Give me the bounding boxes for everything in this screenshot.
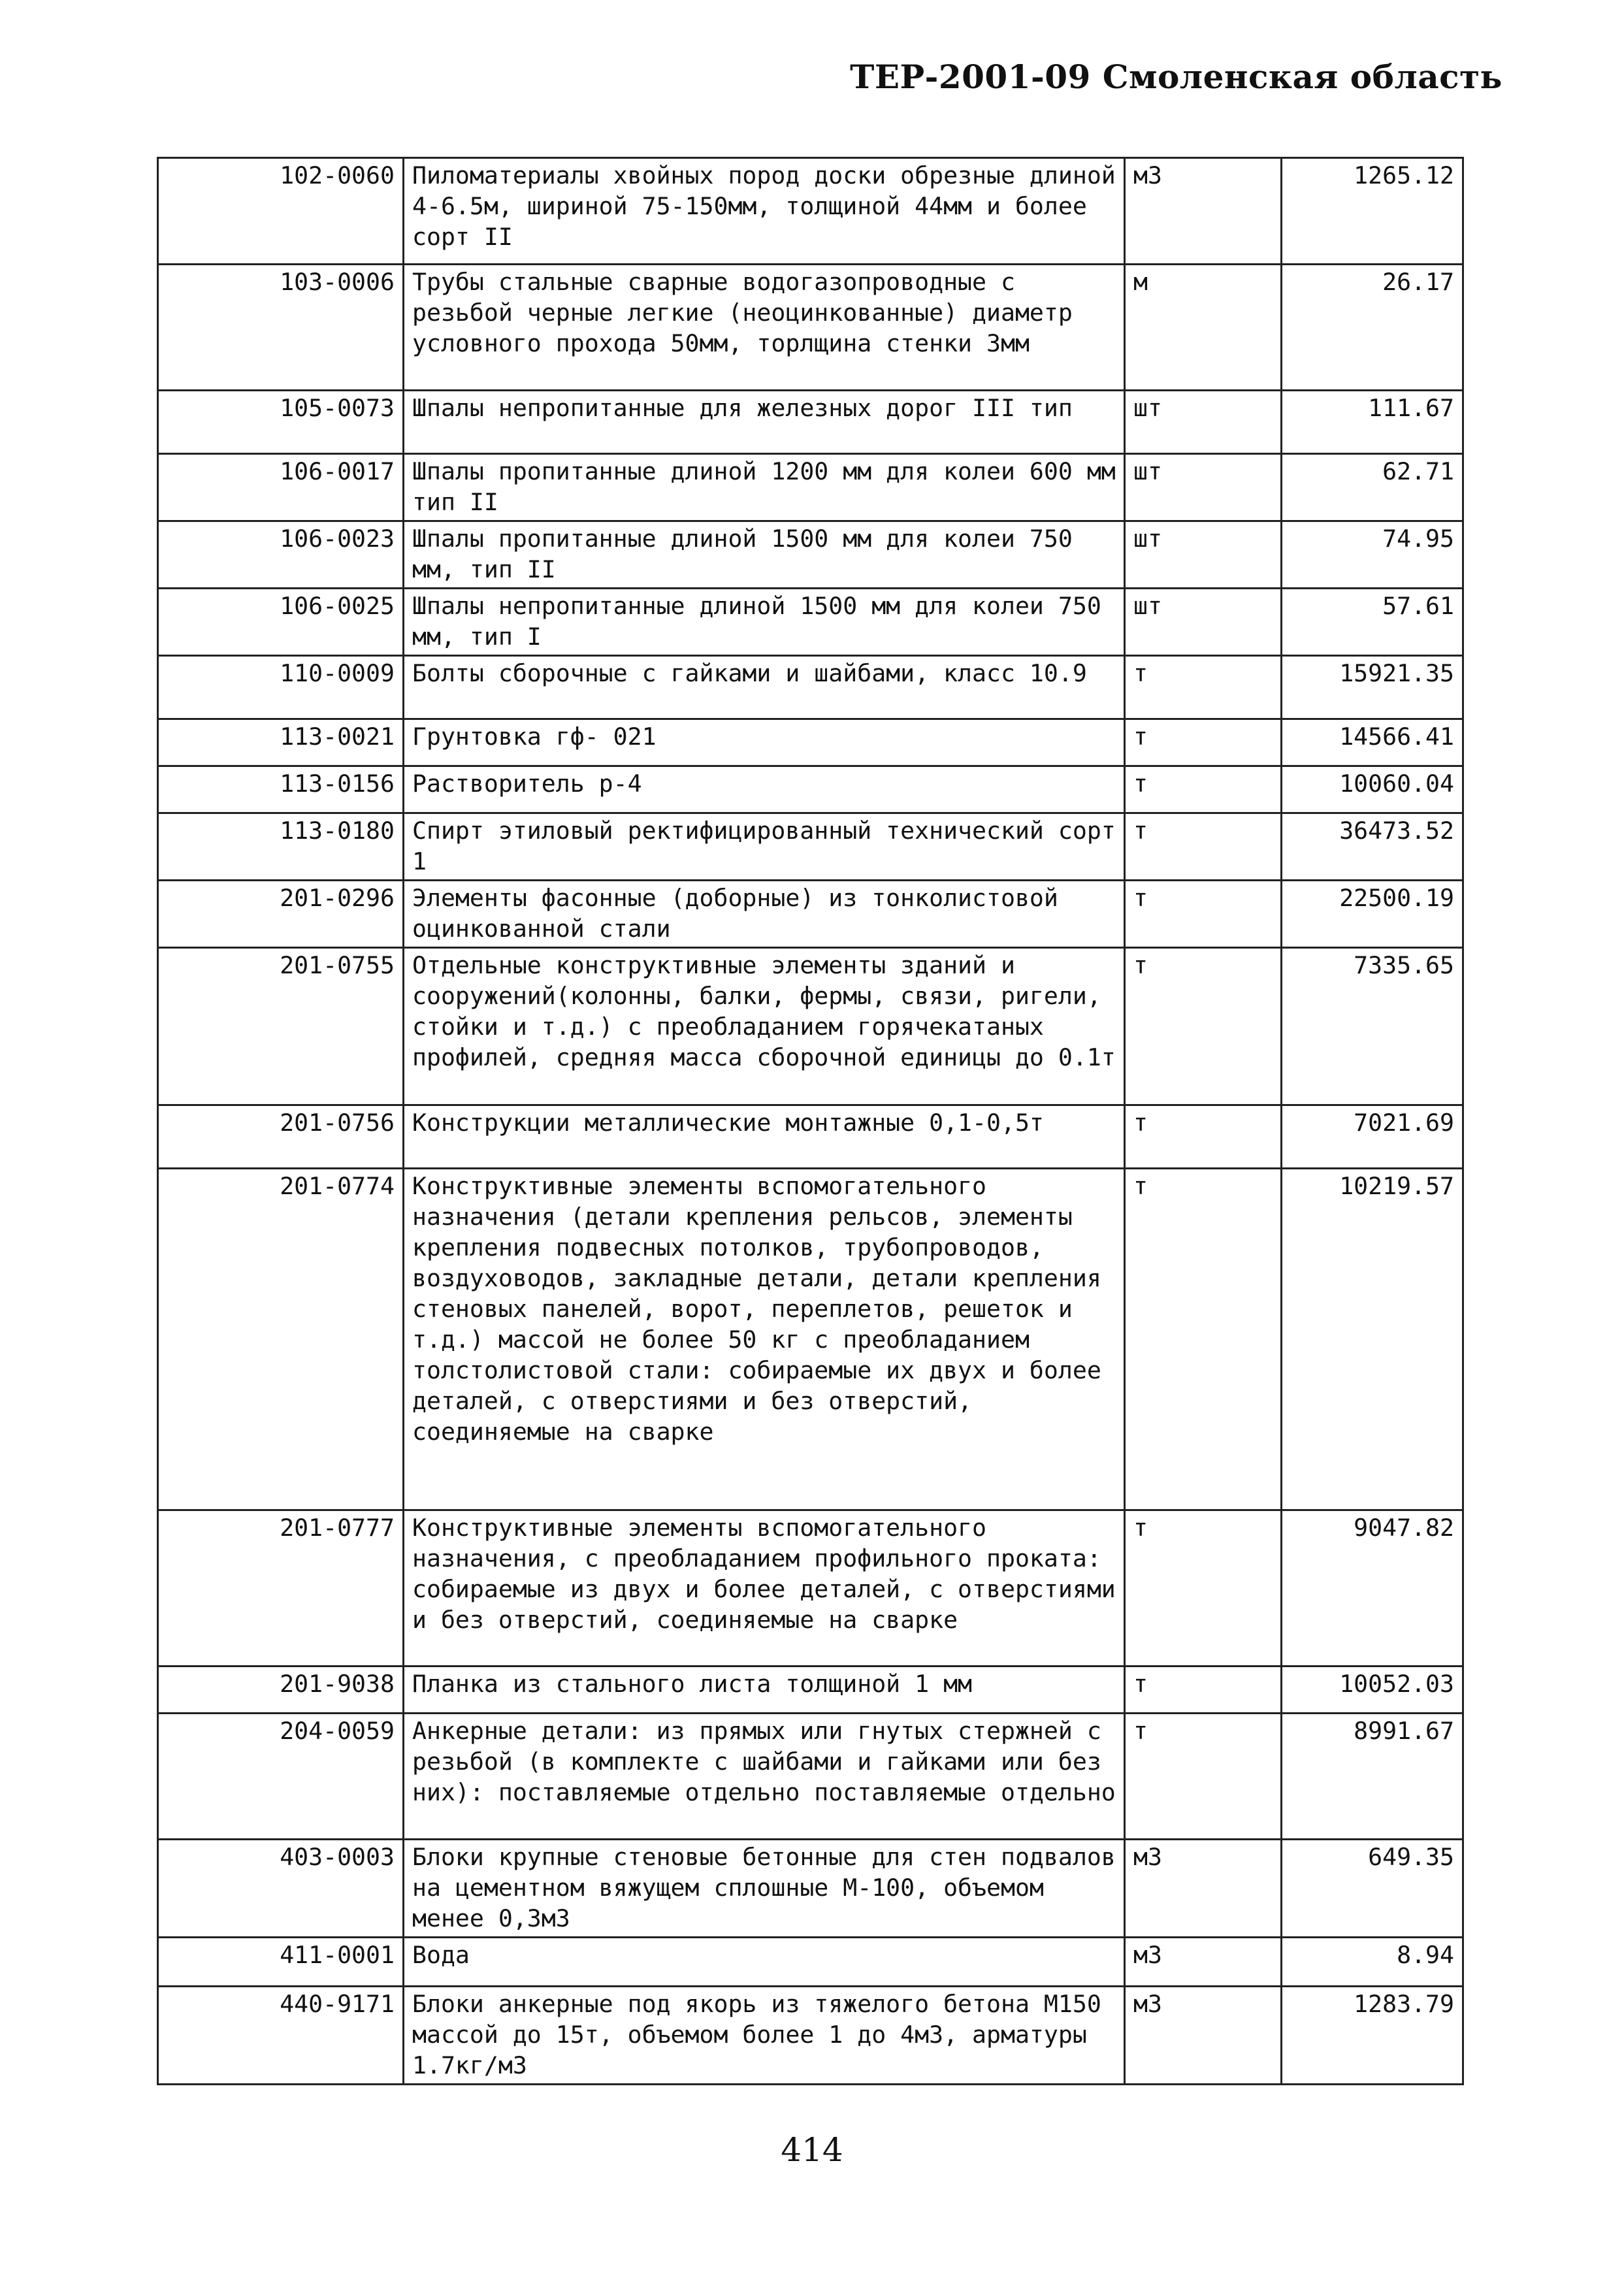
resource-code: 110-0009	[158, 656, 404, 719]
resource-description: Спирт этиловый ректифицированный технический сорт 1	[404, 813, 1125, 881]
resource-price: 15921.35	[1282, 656, 1463, 719]
resource-price: 26.17	[1282, 265, 1463, 391]
resource-unit: т	[1125, 881, 1282, 948]
price-table	[157, 157, 1464, 2085]
page-number: 414	[781, 2131, 843, 2169]
table-row	[158, 656, 1463, 719]
resource-code: 440-9171	[158, 1987, 404, 2085]
resource-description: Блоки крупные стеновые бетонные для стен подвалов на цементном вяжущем сплошные М-100, объемом менее 0,3м3	[404, 1840, 1125, 1938]
resource-description: Шпалы пропитанные длиной 1500 мм для колеи 750 мм, тип II	[404, 521, 1125, 589]
resource-code: 201-0755	[158, 948, 404, 1105]
resource-unit: т	[1125, 1714, 1282, 1840]
resource-description: Шпалы непропитанные длиной 1500 мм для колеи 750 мм, тип I	[404, 589, 1125, 656]
resource-unit: шт	[1125, 454, 1282, 521]
resource-description: Блоки анкерные под якорь из тяжелого бетона М150 массой до 15т, объемом более 1 до 4м3, арматуры 1.7кг/м3	[404, 1987, 1125, 2085]
resource-code: 201-0777	[158, 1510, 404, 1667]
resource-price: 22500.19	[1282, 881, 1463, 948]
resource-description: Отдельные конструктивные элементы зданий и сооружений(колонны, балки, фермы, связи, ригели, стойки и т.д.) с преобладанием горячекатаных профилей, средняя масса сборочной единицы до 0.1т	[404, 948, 1125, 1105]
resource-description: Болты сборочные с гайками и шайбами, класс 10.9	[404, 656, 1125, 719]
resource-code: 103-0006	[158, 265, 404, 391]
resource-description: Анкерные детали: из прямых или гнутых стержней с резьбой (в комплекте с шайбами и гайками или без них): поставляемые отдельно поставляемые отдельно	[404, 1714, 1125, 1840]
resource-description: Вода	[404, 1938, 1125, 1987]
table-row	[158, 1667, 1463, 1714]
table-row	[158, 1105, 1463, 1169]
resource-code: 201-0774	[158, 1169, 404, 1510]
resource-price: 649.35	[1282, 1840, 1463, 1938]
resource-price: 8.94	[1282, 1938, 1463, 1987]
resource-price: 111.67	[1282, 391, 1463, 454]
table-row	[158, 881, 1463, 948]
resource-unit: т	[1125, 1105, 1282, 1169]
resource-description: Конструктивные элементы вспомогательного назначения (детали крепления рельсов, элементы крепления подвесных потолков, трубопроводов, воздуховодов, закладные детали, детали крепления стеновых панелей, ворот, переплетов, решеток и т.д.) массой не более 50 кг с преобладанием толстолистовой стали: собираемые их двух и более деталей, с отверстиями и без отверстий, соединяемые на сварке	[404, 1169, 1125, 1510]
resource-unit: т	[1125, 656, 1282, 719]
resource-code: 411-0001	[158, 1938, 404, 1987]
table-row	[158, 1938, 1463, 1987]
page-header-title: ТЕР-2001-09 Смоленская область	[850, 57, 1502, 96]
resource-unit: м3	[1125, 1840, 1282, 1938]
table-row	[158, 813, 1463, 881]
resource-unit: шт	[1125, 391, 1282, 454]
resource-code: 113-0021	[158, 719, 404, 766]
resource-unit: шт	[1125, 589, 1282, 656]
resource-description: Растворитель р-4	[404, 766, 1125, 813]
resource-code: 201-9038	[158, 1667, 404, 1714]
resource-code: 105-0073	[158, 391, 404, 454]
resource-code: 403-0003	[158, 1840, 404, 1938]
resource-description: Планка из стального листа толщиной 1 мм	[404, 1667, 1125, 1714]
resource-code: 102-0060	[158, 158, 404, 265]
resource-code: 106-0025	[158, 589, 404, 656]
resource-unit: т	[1125, 948, 1282, 1105]
resource-code: 113-0156	[158, 766, 404, 813]
resource-code: 201-0296	[158, 881, 404, 948]
table-row	[158, 766, 1463, 813]
resource-price: 7335.65	[1282, 948, 1463, 1105]
resource-price: 36473.52	[1282, 813, 1463, 881]
resource-unit: т	[1125, 813, 1282, 881]
resource-unit: т	[1125, 1667, 1282, 1714]
resource-code: 201-0756	[158, 1105, 404, 1169]
resource-price: 9047.82	[1282, 1510, 1463, 1667]
table-row	[158, 521, 1463, 589]
resource-code: 113-0180	[158, 813, 404, 881]
resource-description: Пиломатериалы хвойных пород доски обрезные длиной 4-6.5м, шириной 75-150мм, толщиной 44мм и более сорт II	[404, 158, 1125, 265]
table-row	[158, 1987, 1463, 2085]
resource-price: 7021.69	[1282, 1105, 1463, 1169]
table-row	[158, 265, 1463, 391]
resource-price: 74.95	[1282, 521, 1463, 589]
table-row	[158, 1714, 1463, 1840]
resource-description: Шпалы пропитанные длиной 1200 мм для колеи 600 мм тип II	[404, 454, 1125, 521]
resource-price: 57.61	[1282, 589, 1463, 656]
table-row	[158, 719, 1463, 766]
resource-price: 8991.67	[1282, 1714, 1463, 1840]
resource-code: 106-0017	[158, 454, 404, 521]
resource-unit: т	[1125, 1510, 1282, 1667]
table-row	[158, 589, 1463, 656]
resource-code: 106-0023	[158, 521, 404, 589]
resource-price: 10219.57	[1282, 1169, 1463, 1510]
resource-unit: м3	[1125, 1938, 1282, 1987]
table-row	[158, 391, 1463, 454]
resource-description: Шпалы непропитанные для железных дорог III тип	[404, 391, 1125, 454]
resource-code: 204-0059	[158, 1714, 404, 1840]
resource-description: Грунтовка гф- 021	[404, 719, 1125, 766]
resource-price: 10060.04	[1282, 766, 1463, 813]
table-row	[158, 948, 1463, 1105]
resource-price: 1283.79	[1282, 1987, 1463, 2085]
resource-description: Конструкции металлические монтажные 0,1-0,5т	[404, 1105, 1125, 1169]
resource-description: Трубы стальные сварные водогазопроводные с резьбой черные легкие (неоцинкованные) диаметр условного прохода 50мм, торлщина стенки 3мм	[404, 265, 1125, 391]
resource-unit: шт	[1125, 521, 1282, 589]
table-row	[158, 1169, 1463, 1510]
resource-unit: т	[1125, 719, 1282, 766]
resource-unit: м	[1125, 265, 1282, 391]
resource-unit: т	[1125, 766, 1282, 813]
resource-price: 1265.12	[1282, 158, 1463, 265]
resource-description: Конструктивные элементы вспомогательного назначения, с преобладанием профильного проката: собираемые из двух и более деталей, с отверстиями и без отверстий, соединяемые на сварке	[404, 1510, 1125, 1667]
resource-description: Элементы фасонные (доборные) из тонколистовой оцинкованной стали	[404, 881, 1125, 948]
resource-price: 62.71	[1282, 454, 1463, 521]
table-row	[158, 158, 1463, 265]
resource-unit: м3	[1125, 1987, 1282, 2085]
table-row	[158, 454, 1463, 521]
resource-unit: т	[1125, 1169, 1282, 1510]
table-row	[158, 1510, 1463, 1667]
resource-price: 14566.41	[1282, 719, 1463, 766]
resource-price: 10052.03	[1282, 1667, 1463, 1714]
table-row	[158, 1840, 1463, 1938]
resource-unit: м3	[1125, 158, 1282, 265]
